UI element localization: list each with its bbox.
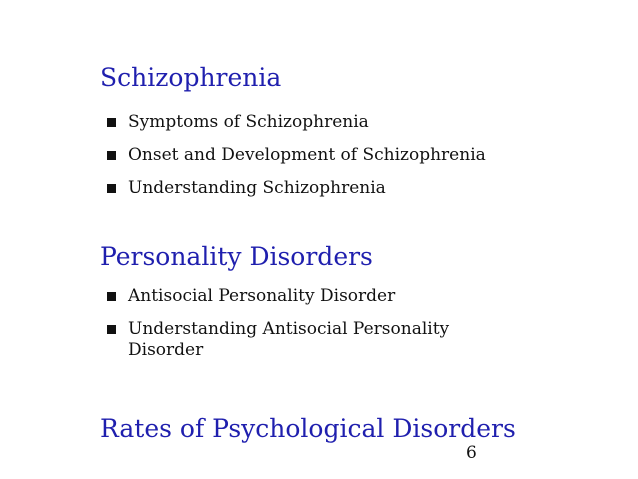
section-heading-schizophrenia: Schizophrenia bbox=[100, 63, 282, 92]
list-item bbox=[104, 286, 508, 307]
square-bullet-icon bbox=[107, 292, 116, 301]
page-number: 6 bbox=[466, 443, 477, 463]
square-bullet-icon bbox=[107, 118, 116, 127]
list-item-label: Understanding Schizophrenia bbox=[128, 178, 386, 198]
list-item-label: Understanding Antisocial Personality Disorder bbox=[128, 319, 450, 360]
list-item-label: Symptoms of Schizophrenia bbox=[128, 112, 369, 132]
list-item-label: Antisocial Personality Disorder bbox=[128, 286, 396, 306]
section-heading-personality-disorders: Personality Disorders bbox=[100, 242, 373, 271]
schizophrenia-topic-list bbox=[104, 112, 486, 211]
square-bullet-icon bbox=[107, 151, 116, 160]
list-item-label: Onset and Development of Schizophrenia bbox=[128, 145, 486, 165]
list-item bbox=[104, 145, 486, 166]
square-bullet-icon bbox=[107, 184, 116, 193]
list-item bbox=[104, 112, 486, 133]
section-heading-rates: Rates of Psychological Disorders bbox=[100, 414, 516, 443]
personality-disorders-topic-list bbox=[104, 286, 508, 373]
square-bullet-icon bbox=[107, 325, 116, 334]
list-item bbox=[104, 319, 508, 361]
list-item bbox=[104, 178, 486, 199]
